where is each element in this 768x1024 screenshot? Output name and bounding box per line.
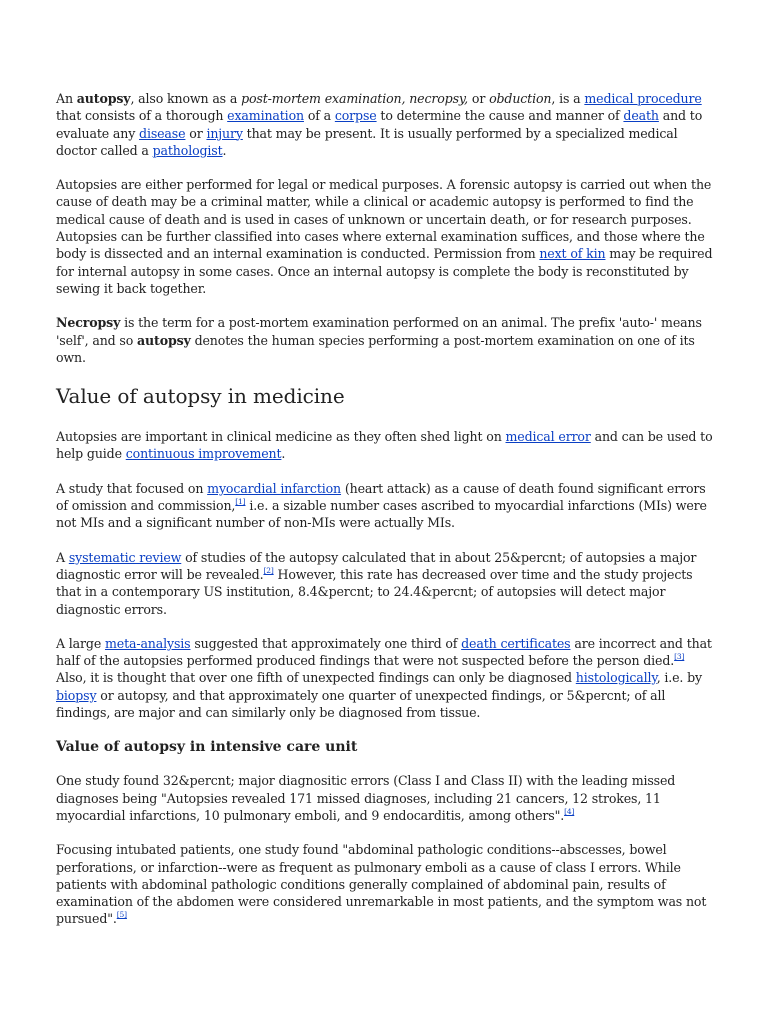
link-pathologist[interactable]: pathologist: [152, 142, 223, 158]
citation-4[interactable]: [4]: [564, 806, 575, 816]
systematic-review-paragraph: A systematic review of studies of the autopsy calculated that in about 25&percnt; of autopsies a major diagnostic error will be revealed.[2] However, this rate has decreased over time and the study projects that in a contemporary US institution, 8.4&percnt; to 24.4&percnt; of autopsies will detect major diagnostic errors.: [56, 549, 697, 617]
term-necropsy: Necropsy: [56, 315, 121, 331]
link-corpse[interactable]: corpse: [334, 108, 377, 124]
intro-paragraph: An autopsy, also known as a post-mortem examination, necropsy, or obduction, is a medical procedure that consists of a thorough examination of a corpse to determine the cause and manner of death and to evaluate any disease or injury that may be present. It is usually performed by a specialized medical doctor called a pathologist.: [56, 91, 703, 158]
link-disease[interactable]: disease: [139, 125, 186, 141]
mi-study-paragraph: A study that focused on myocardial infarction (heart attack) as a cause of death found significant errors of omission and commission,[1] i.e. a sizable number cases ascribed to myocardial infarctions (MIs) were not MIs and a significant number of non-MIs were actually MIs.: [56, 480, 707, 531]
term-autopsy-2: autopsy: [137, 332, 191, 348]
term-obduction: obduction: [489, 91, 552, 106]
link-death[interactable]: death: [623, 108, 659, 124]
icu-study-paragraph: One study found 32&percnt; major diagnositic errors (Class I and Class II) with the leading missed diagnoses being "Autopsies revealed 171 missed diagnoses, including 21 cancers, 12 strokes, 11 myocardial infarctions, 10 pulmonary emboli, and 9 endocarditis, among others".[4]: [56, 773, 676, 823]
link-biopsy[interactable]: biopsy: [56, 687, 97, 703]
citation-3[interactable]: [3]: [674, 652, 685, 662]
link-continuous-improvement[interactable]: continuous improvement: [125, 446, 282, 462]
link-medical-error[interactable]: medical error: [505, 429, 591, 445]
term-autopsy: autopsy: [76, 91, 131, 106]
purposes-paragraph: Autopsies are either performed for legal or medical purposes. A forensic autopsy is carried out when the cause of death may be a criminal matter, while a clinical or academic autopsy is performed to find the medical cause of death and is used in cases of unknown or uncertain death, or for research purposes. Autopsies can be further classified into cases where external examination suffices, and those where the body is dissected and an internal examination is conducted. Permission from next of kin may be required for internal autopsy in some cases. Once an internal autopsy is complete the body is reconstituted by sewing it back together.: [56, 177, 713, 296]
link-medical-procedure[interactable]: medical procedure: [584, 91, 702, 106]
meta-analysis-paragraph: A large meta-analysis suggested that approximately one third of death certificates are incorrect and that half of the autopsies performed produced findings that were not suspected before the person died.[3] Also, it is thought that over one fifth of unexpected findings can only be diagnosed histologically, i.e. by biopsy or autopsy, and that approximately one quarter of unexpected findings, or 5&percnt; of all findings, are major and can similarly only be diagnosed from tissue.: [56, 635, 712, 721]
link-systematic-review[interactable]: systematic review: [68, 549, 182, 565]
link-myocardial-infarction[interactable]: myocardial infarction: [207, 480, 342, 496]
link-examination[interactable]: examination: [227, 108, 304, 124]
heading-value-in-icu: Value of autopsy in intensive care unit: [56, 739, 358, 756]
heading-value-in-medicine: Value of autopsy in medicine: [56, 384, 345, 409]
term-post-mortem: post-mortem examination, necropsy,: [241, 91, 469, 106]
link-death-certificates[interactable]: death certificates: [461, 635, 571, 651]
link-next-of-kin[interactable]: next of kin: [539, 246, 606, 262]
link-meta-analysis[interactable]: meta-analysis: [104, 635, 191, 651]
link-injury[interactable]: injury: [206, 125, 243, 141]
intubated-study-paragraph: Focusing intubated patients, one study found "abdominal pathologic conditions--abscesses, bowel perforations, or infarction--were as frequent as pulmonary emboli as a cause of class I errors. While patients with abdominal pathologic conditions generally complained of abdominal pain, results of examination of the abdomen were considered unremarkable in most patients, and the symptom was not pursued".[5]: [56, 842, 707, 927]
importance-paragraph: Autopsies are important in clinical medicine as they often shed light on medical error and can be used to help guide continuous improvement.: [56, 429, 713, 462]
citation-5[interactable]: [5]: [116, 910, 127, 920]
citation-2[interactable]: [2]: [263, 565, 274, 575]
citation-1[interactable]: [1]: [235, 497, 246, 507]
link-histologically[interactable]: histologically: [575, 670, 657, 686]
necropsy-paragraph: Necropsy is the term for a post-mortem examination performed on an animal. The prefix 'auto-' means 'self', and so autopsy denotes the human species performing a post-mortem examination on one of its own.: [56, 315, 702, 365]
